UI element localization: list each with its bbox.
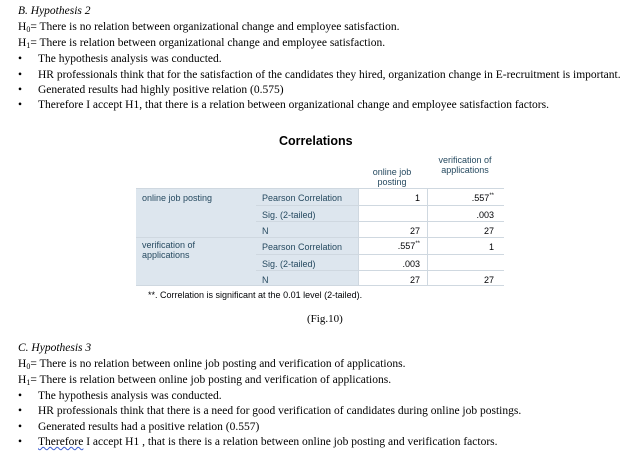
h0-text: = There is no relation between organizational change and employee satisfaction. [30, 21, 400, 33]
table-rule [256, 270, 504, 271]
bullet-item: • Generated results had a positive relation (0.557) [18, 421, 260, 433]
bullet-item: • Generated results had highly positive relation (0.575) [18, 84, 284, 96]
table-rule [256, 205, 504, 206]
bullet-item: • Therefore I accept H1 , that is there is a relation between online job posting and verification factors. [18, 436, 498, 448]
h1-statement: $H_1=$ There is relation between online job posting and verification of applications. [18, 374, 392, 387]
stat-label: Sig. (2-tailed) [262, 259, 316, 269]
hypothesis-2-heading: B. Hypothesis 2 [18, 5, 91, 17]
h1-prefix: H [18, 37, 27, 49]
row-label-verification: verification of applications [142, 240, 196, 260]
table-rule [256, 254, 504, 255]
cell-value: 1 [414, 193, 420, 203]
h1-statement [18, 36, 385, 53]
hypothesis-3-heading: C. Hypothesis 3 [18, 342, 92, 354]
h0-statement: $H_0=$ There is no relation between online job posting and verification of applications. [18, 358, 406, 371]
h1-text: = There is relation between organizational change and employee satisfaction. [30, 37, 386, 49]
stat-label: Sig. (2-tailed) [262, 210, 316, 220]
h0-statement [18, 20, 399, 37]
h1-sub: 1 [26, 41, 31, 50]
bullet-item: • HR professionals think that there is a need for good verification of candidates during online job postings. [18, 405, 522, 417]
cell-value: .557** [397, 241, 420, 251]
table-rule [136, 188, 504, 189]
table-footnote: **. Correlation is significant at the 0.01 level (2-tailed). [148, 290, 363, 300]
col-header-online-job-posting: online job posting [372, 167, 412, 187]
table-rule [256, 221, 504, 222]
bullet-item: • The hypothesis analysis was conducted. [18, 390, 222, 402]
cell-value: 27 [409, 275, 420, 285]
stat-label: Pearson Correlation [262, 193, 343, 203]
cell-value: 27 [483, 275, 494, 285]
table-rule [136, 237, 504, 238]
stat-label: N [262, 275, 269, 285]
col-header-verification: verification of applications [438, 155, 492, 175]
cell-value: .003 [476, 210, 494, 220]
table-rule [136, 285, 504, 286]
h0-prefix: H [18, 21, 27, 33]
cell-value: 1 [488, 242, 494, 252]
figure-caption: (Fig.10) [307, 313, 343, 325]
table-title: Correlations [279, 134, 353, 148]
stat-label: N [262, 226, 269, 236]
cell-value: 27 [409, 226, 420, 236]
cell-value: .003 [402, 259, 420, 269]
spellcheck-flagged-word: Therefore [38, 436, 84, 448]
cell-value: 27 [483, 226, 494, 236]
cell-value: .557** [471, 193, 494, 203]
h0-sub: 0 [26, 25, 31, 34]
table-rule [427, 189, 428, 285]
bullet-item: • Therefore I accept H1, that there is a relation between organizational change and employee satisfaction factors. [18, 99, 549, 111]
bullet-item: • HR professionals think that for the satisfaction of the candidates they hired, organization change in E-recruitment is important. [18, 69, 621, 81]
stat-label: Pearson Correlation [262, 242, 343, 252]
row-label-online-job-posting: online job posting [142, 193, 213, 203]
table-rule [358, 189, 359, 285]
bullet-item: • The hypothesis analysis was conducted. [18, 53, 222, 65]
